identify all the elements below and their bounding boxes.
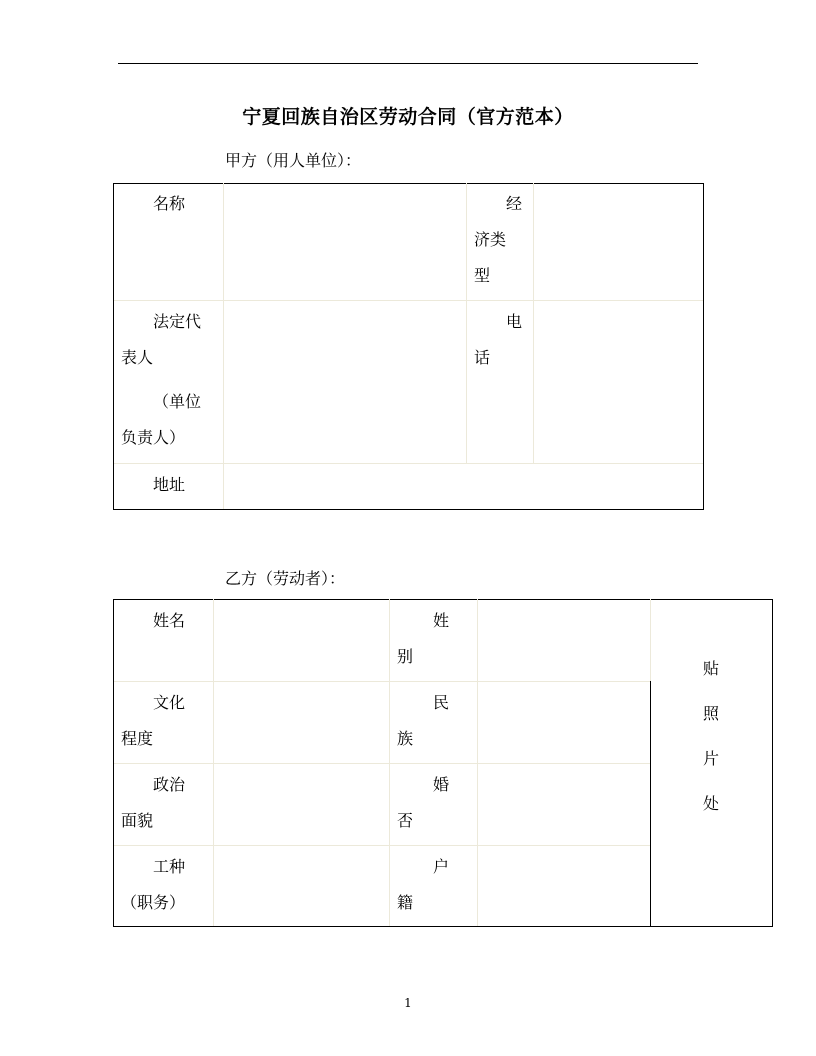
table-a-border-left — [113, 183, 114, 509]
table-a-row-divider — [113, 463, 704, 464]
name-label: 名称 — [153, 194, 186, 213]
marital-status-label: 婚 否 — [397, 775, 450, 830]
household-register-label: 户 籍 — [397, 857, 450, 912]
table-b-row-divider — [113, 681, 650, 682]
page-number: 1 — [404, 996, 412, 1010]
table-b-col-divider — [477, 599, 478, 926]
table-a-border-right — [703, 183, 704, 509]
ethnicity-label: 民 族 — [397, 693, 450, 748]
table-b-border-top — [113, 599, 773, 600]
party-b-heading: 乙方（劳动者）： — [225, 569, 346, 588]
table-b-row-divider — [113, 763, 650, 764]
table-a-row-divider — [113, 300, 704, 301]
header-rule — [118, 63, 698, 64]
photo-box-right — [772, 599, 773, 926]
table-b-col-divider — [389, 599, 390, 926]
economic-type-label: 经 济类 型 — [474, 194, 523, 285]
job-type-label: 工种 （职务） — [121, 857, 186, 912]
table-a-col-divider — [533, 183, 534, 463]
party-a-heading: 甲方（用人单位）： — [225, 151, 362, 170]
table-b-border-bottom — [113, 926, 650, 927]
table-b-col-divider — [213, 599, 214, 926]
table-a-border-bottom — [113, 509, 704, 510]
table-a-col-divider — [466, 183, 467, 463]
table-a-border-top — [113, 183, 704, 184]
gender-label: 姓 别 — [397, 611, 450, 666]
legal-representative-label: 法定代 表人 （单位 负责人） — [121, 312, 202, 447]
address-label: 地址 — [153, 475, 186, 494]
photo-box-bottom — [650, 926, 773, 927]
political-status-label: 政治 面貌 — [121, 775, 186, 830]
document-title: 宁夏回族自治区劳动合同（官方范本） — [242, 106, 574, 128]
phone-label: 电 话 — [474, 312, 523, 367]
table-b-border-left — [113, 599, 114, 926]
photo-placeholder-label: 贴 照 片 处 — [702, 659, 719, 813]
table-a-col-divider — [223, 183, 224, 509]
table-b-row-divider — [113, 845, 650, 846]
worker-name-label: 姓名 — [153, 611, 186, 630]
education-label: 文化 程度 — [121, 693, 186, 748]
